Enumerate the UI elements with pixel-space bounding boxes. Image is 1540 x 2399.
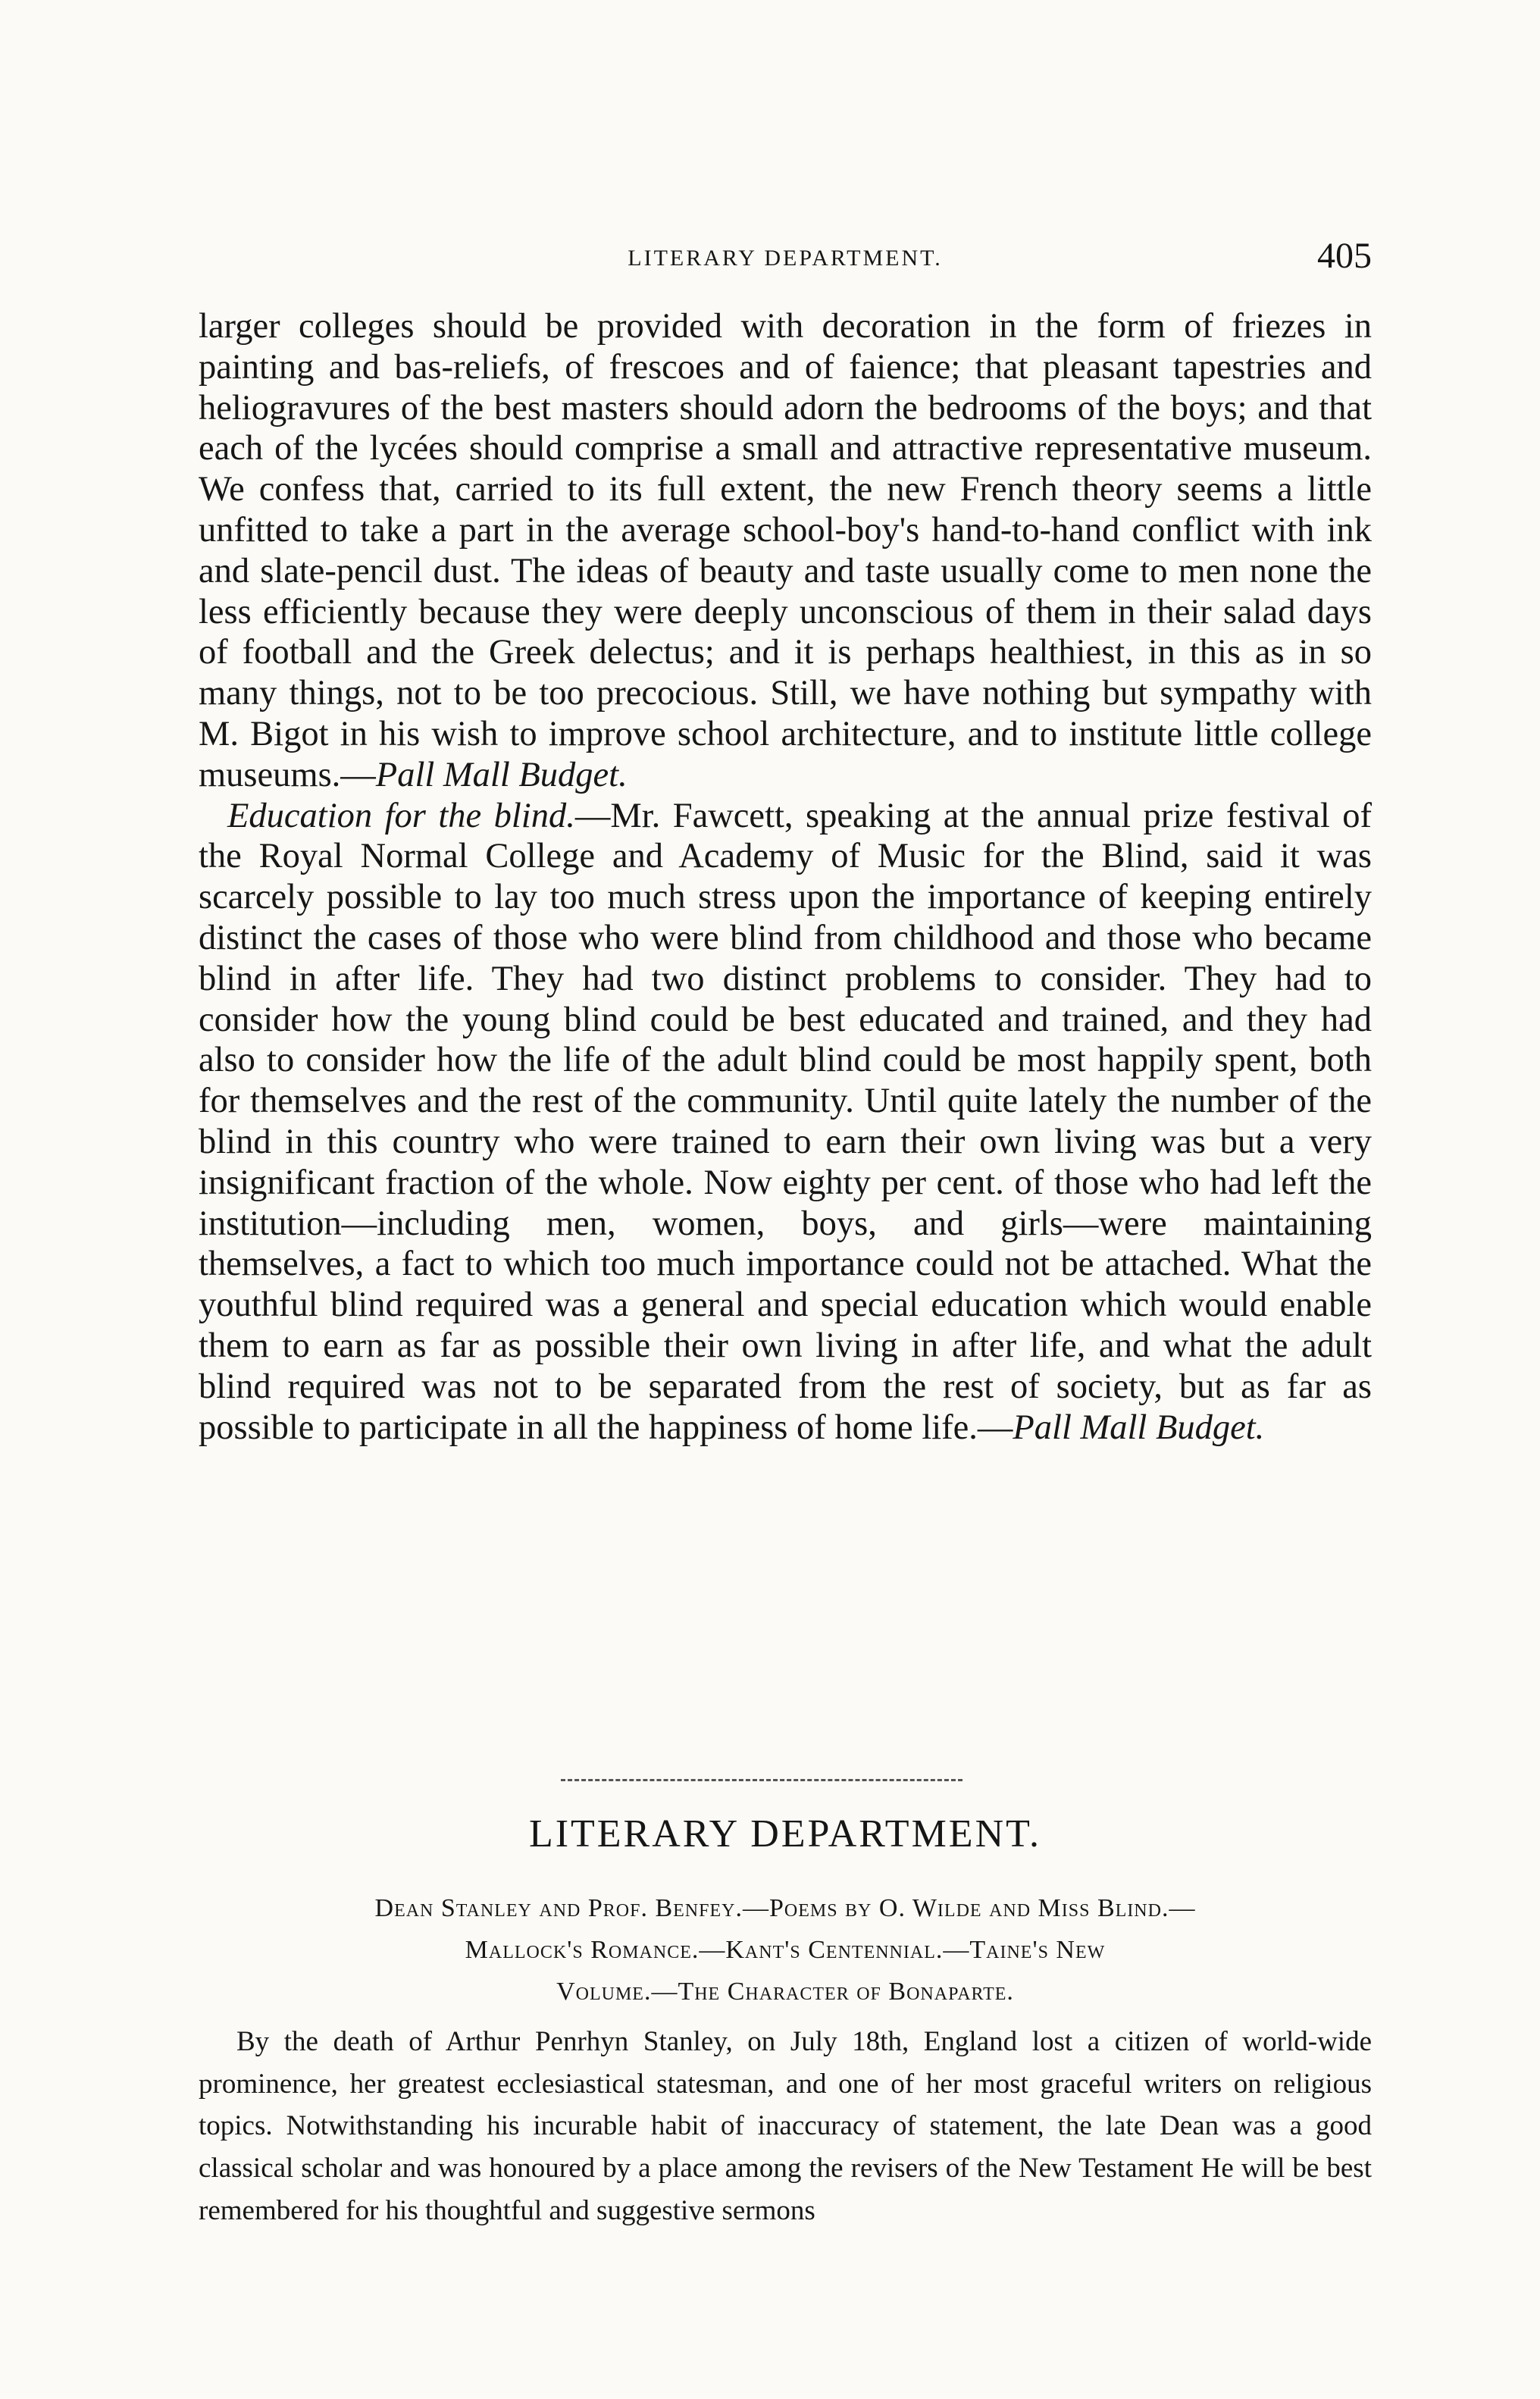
contents-line: Dean Stanley and Prof. Benfey.—Poems by O. Wilde and Miss Blind.— <box>374 1894 1196 1922</box>
source-citation: Pall Mall Budget. <box>375 755 628 794</box>
section-title: LITERARY DEPARTMENT. <box>528 1812 1042 1856</box>
section-contents <box>199 1887 1372 2012</box>
body-text <box>199 306 1372 1448</box>
running-head: LITERARY DEPARTMENT. <box>628 246 943 271</box>
source-citation: Pall Mall Budget. <box>1013 1408 1265 1447</box>
page-number: 405 <box>1317 236 1372 276</box>
paragraph-education-blind <box>199 796 1372 1448</box>
section-divider <box>561 1779 962 1781</box>
page-header <box>199 235 1372 288</box>
paragraph-school-museums <box>199 306 1372 796</box>
paragraph-text: —Mr. Fawcett, speaking at the annual prize festival of the Royal Normal College and Academy of Music for the Blind, said it was scarcely possible to lay too much stress upon the importance of keeping entirely distinct the cases of those who were blind from childhood and those who became blind in after life. They had two distinct problems to consider. They had to consider how the young blind could be best educated and trained, and they had also to consider how the life of the adult blind could be most happily spent, both for themselves and the rest of the community. Until quite lately the number of the blind in this country who were trained to earn their own living was but a very insignificant fraction of the whole. Now eighty per cent. of those who had left the institution—including men, women, boys, and girls—were maintaining themselves, a fact to which too much importance could not be attached. What the youthful blind required was a general and special education which would enable them to earn as far as possible their own living in after life, and what the adult blind required was not to be separated from the rest of society, but as far as possible to participate in all the happiness of home life.— <box>199 796 1372 1447</box>
article-text: By the death of Arthur Penrhyn Stanley, on July 18th, England lost a citizen of world-wide prominence, her greatest ecclesiastical statesman, and one of her most graceful writers on religious topics. Notwithstanding his incurable habit of inaccuracy of statement, the late Dean was a good classical scholar and was honoured by a place among the revisers of the New Testament He will be best remembered for his thoughtful and suggestive sermons <box>199 2026 1372 2226</box>
contents-line: Volume.—The Character of Bonaparte. <box>556 1978 1014 2006</box>
contents-line: Mallock's Romance.—Kant's Centennial.—Taine's New <box>465 1936 1106 1964</box>
paragraph-lead: Education for the blind. <box>227 796 575 835</box>
paragraph-text: larger colleges should be provided with decoration in the form of friezes in painting and bas-reliefs, of frescoes and of faience; that pleasant tapestries and heliogravures of the best masters should adorn the bedrooms of the boys; and that each of the lycées should comprise a small and attractive representative museum. We confess that, carried to its full extent, the new French theory seems a little unfitted to take a part in the average school-boy's hand-to-hand conflict with ink and slate-pencil dust. The ideas of beauty and taste usually come to men none the less efficiently because they were deeply unconscious of them in their salad days of football and the Greek delectus; and it is perhaps healthiest, in this as in so many things, not to be too precocious. Still, we have nothing but sympathy with M. Bigot in his wish to improve school architecture, and to institute little college museums.— <box>199 307 1372 794</box>
